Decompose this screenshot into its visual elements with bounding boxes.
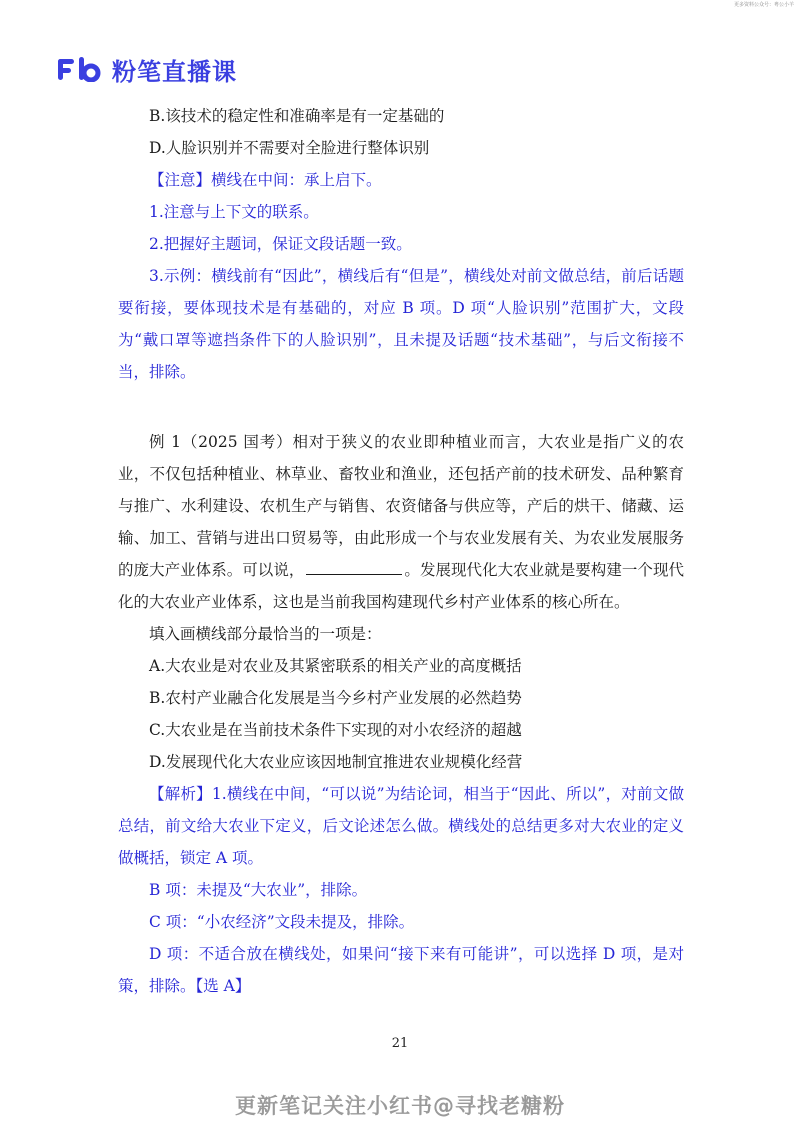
note-heading: 【注意】横线在中间：承上启下。: [149, 171, 382, 189]
brand-name: 粉笔直播课: [112, 57, 237, 86]
footer-watermark: 更新笔记关注小红书@寻找老糖粉: [235, 1094, 565, 1118]
passage-part-b: 。发展现代化大农业就是要构建一个现代化的大农业产业体系，这也是当前我国构建现代乡村产业体系的核心所在。: [118, 561, 684, 611]
brand-header: [56, 54, 237, 84]
note-point-3: 3.示例：横线前有“因此”，横线后有“但是”，横线处对前文做总结，前后话题要衔接，要体现技术是有基础的，对应 B 项。D 项“人脸识别”范围扩大，文段为“戴口罩等遮挡条件下的人脸识别”，且未提及话题“技术基础”，与后文衔接不当，排除。: [118, 267, 684, 381]
page-number: 21: [391, 1036, 409, 1051]
fill-blank: [306, 556, 402, 575]
option-c: C.大农业是在当前技术条件下实现的对小农经济的超越: [149, 721, 522, 739]
top-note: 更多资料公众号：粤公小羊: [733, 2, 794, 8]
question-stem: 填入画横线部分最恰当的一项是：: [149, 625, 382, 643]
fenbi-logo-icon: [56, 56, 104, 82]
analysis-c: C 项：“小农经济”文段未提及，排除。: [149, 913, 415, 931]
analysis-b: B 项：未提及“大农业”，排除。: [149, 881, 368, 899]
prev-option-d: D.人脸识别并不需要对全脸进行整体识别: [149, 139, 430, 157]
page-content: [118, 100, 684, 1002]
prev-option-b: B.该技术的稳定性和准确率是有一定基础的: [149, 107, 445, 125]
option-b: B.农村产业融合化发展是当今乡村产业发展的必然趋势: [149, 689, 522, 707]
analysis-d: D 项：不适合放在横线处，如果问“接下来有可能讲”，可以选择 D 项，是对策，排除。【选 A】: [118, 945, 684, 995]
example-passage: [118, 426, 684, 618]
passage-part-a: 例 1（2025 国考）相对于狭义的农业即种植业而言，大农业是指广义的农业，不仅包括种植业、林草业、畜牧业和渔业，还包括产前的技术研发、品种繁育与推广、水利建设、农机生产与销售、农资储备与供应等，产后的烘干、储藏、运输、加工、营销与进出口贸易等，由此形成一个与农业发展有关、为农业发展服务的庞大产业体系。可以说，: [118, 433, 684, 579]
note-point-1: 1.注意与上下文的联系。: [149, 203, 319, 221]
analysis-main: 【解析】1.横线在中间，“可以说”为结论词，相当于“因此、所以”，对前文做总结，前文给大农业下定义，后文论述怎么做。横线处的总结更多对大农业的定义做概括，锁定 A 项。: [118, 785, 684, 867]
option-d: D.发展现代化大农业应该因地制宜推进农业规模化经营: [149, 753, 523, 771]
note-point-2: 2.把握好主题词，保证文段话题一致。: [149, 235, 412, 253]
option-a: A.大农业是对农业及其紧密联系的相关产业的高度概括: [149, 657, 522, 675]
